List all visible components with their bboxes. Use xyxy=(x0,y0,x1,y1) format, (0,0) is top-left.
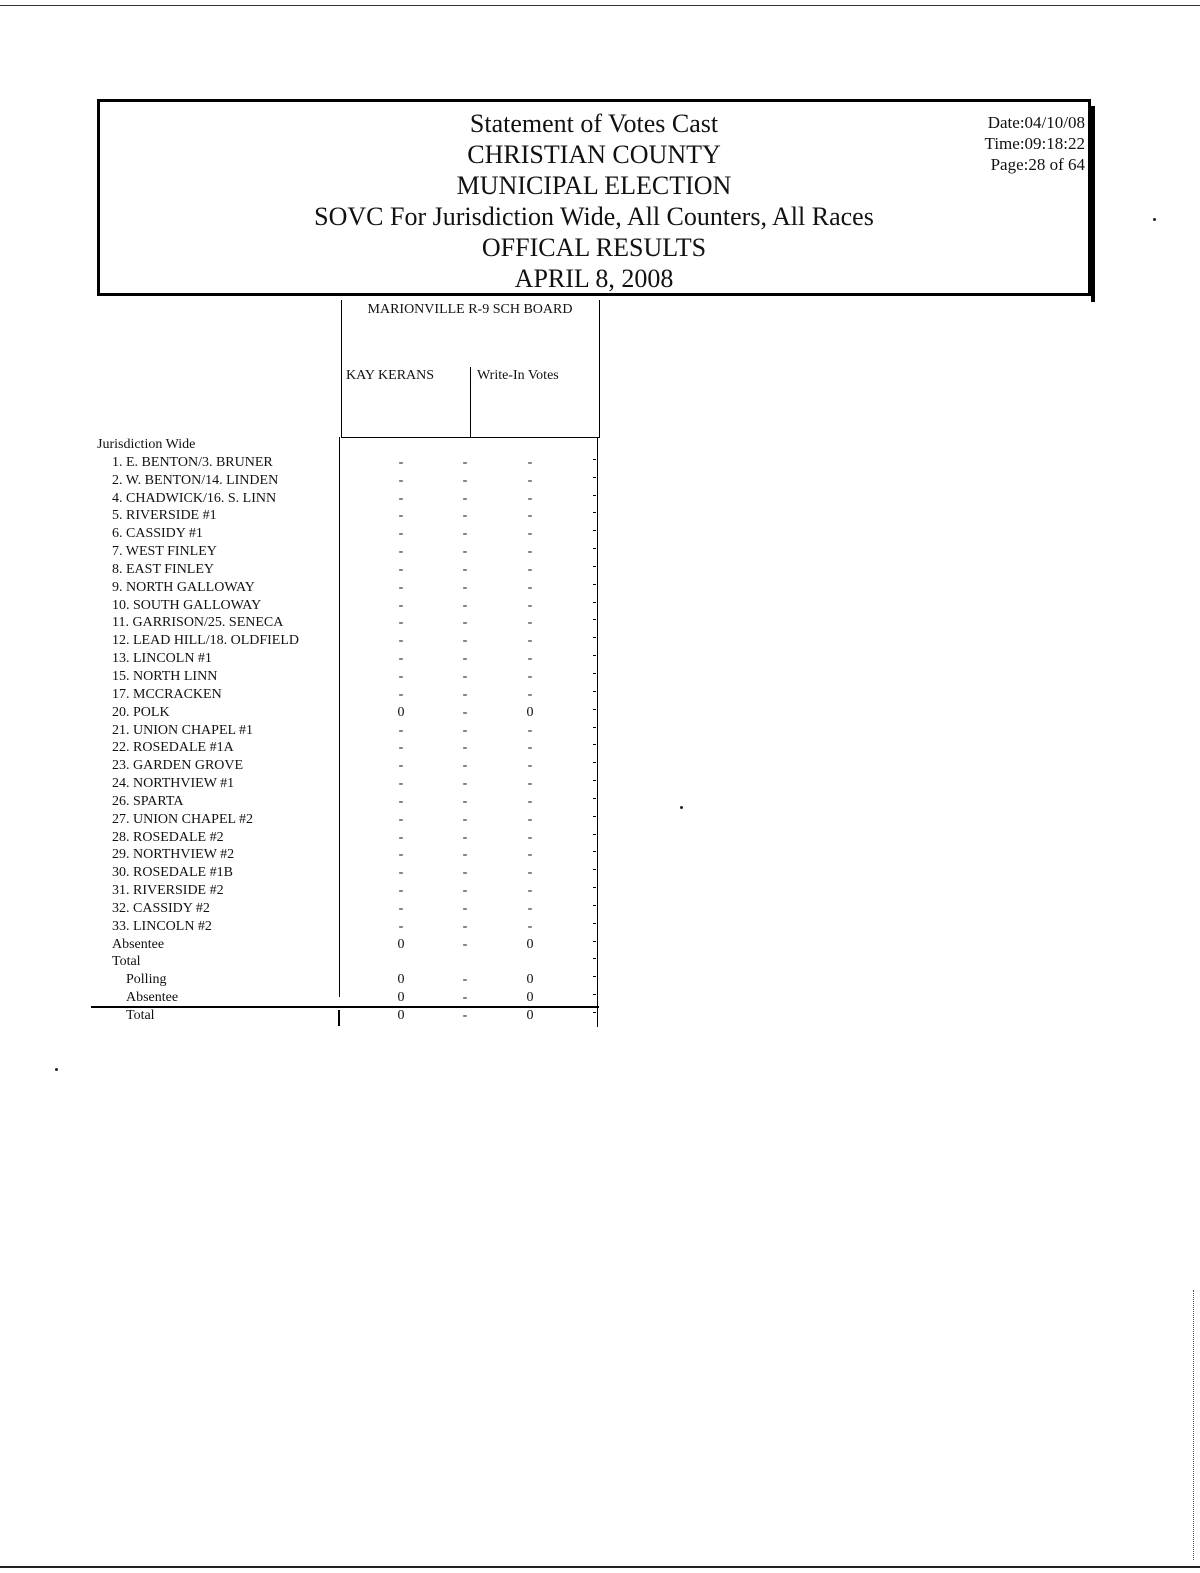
precinct-label: 2. W. BENTON/14. LINDEN xyxy=(112,472,279,488)
separator-dash: - xyxy=(462,900,468,916)
title-line: OFFICAL RESULTS xyxy=(481,233,707,262)
kay-kerans-votes: - xyxy=(398,900,404,916)
right-edge-tick xyxy=(593,548,596,549)
kay-kerans-votes: - xyxy=(398,776,404,792)
right-edge-tick xyxy=(593,530,596,531)
table-row xyxy=(97,829,597,847)
right-edge-tick xyxy=(593,655,596,656)
kay-kerans-votes: - xyxy=(398,579,404,595)
precinct-label: Jurisdiction Wide xyxy=(97,437,196,452)
title-line: APRIL 8, 2008 xyxy=(514,264,674,293)
right-edge-tick xyxy=(593,905,596,906)
candidate-name: KAY KERANS xyxy=(346,368,435,383)
scan-bottom-rule xyxy=(0,1566,1200,1568)
right-edge-tick xyxy=(593,976,596,977)
precinct-label: 20. POLK xyxy=(112,704,170,720)
write-in-votes: - xyxy=(527,544,533,560)
separator-dash: - xyxy=(462,704,468,720)
kay-kerans-votes: - xyxy=(398,829,404,845)
write-in-votes: 0 xyxy=(526,1008,534,1023)
kay-kerans-votes: - xyxy=(398,472,404,488)
separator-dash: - xyxy=(462,865,468,881)
separator-dash: - xyxy=(462,686,468,702)
precinct-label: 26. SPARTA xyxy=(112,793,184,809)
precinct-label: 1. E. BENTON/3. BRUNER xyxy=(112,454,273,470)
write-in-votes: 0 xyxy=(526,936,534,952)
separator-dash: - xyxy=(462,776,468,792)
precinct-label: Total xyxy=(126,1008,155,1023)
separator-dash: - xyxy=(462,811,468,827)
write-in-votes: - xyxy=(527,508,533,524)
kay-kerans-votes: - xyxy=(398,633,404,649)
table-row xyxy=(97,543,597,561)
data-column-right-rule xyxy=(597,437,598,1027)
table-row xyxy=(97,650,597,668)
write-in-votes: - xyxy=(527,597,533,613)
report-page: Page:28 of 64 xyxy=(990,155,1085,174)
kay-kerans-votes: - xyxy=(398,865,404,881)
table-row xyxy=(97,918,597,936)
right-edge-tick xyxy=(593,816,596,817)
table-row xyxy=(97,953,597,971)
right-edge-tick xyxy=(593,512,596,513)
precinct-label: Polling xyxy=(126,972,167,988)
write-in-votes: - xyxy=(527,686,533,702)
table-row xyxy=(97,900,597,918)
table-row xyxy=(97,579,597,597)
table-row xyxy=(97,775,597,793)
separator-dash: - xyxy=(462,454,468,470)
right-edge-tick xyxy=(593,851,596,852)
precinct-results-table xyxy=(97,436,597,1025)
title-line: CHRISTIAN COUNTY xyxy=(467,140,721,169)
separator-dash: - xyxy=(462,847,468,863)
table-row xyxy=(97,632,597,650)
right-edge-tick xyxy=(593,637,596,638)
precinct-label: 27. UNION CHAPEL #2 xyxy=(112,811,254,827)
right-edge-tick xyxy=(593,834,596,835)
table-row xyxy=(97,882,597,900)
kay-kerans-votes: - xyxy=(398,651,404,667)
separator-dash: - xyxy=(462,1008,468,1023)
table-row xyxy=(97,704,597,722)
table-row xyxy=(97,722,597,740)
report-date: Date:04/10/08 xyxy=(987,113,1085,132)
separator-dash: - xyxy=(462,990,468,1006)
precinct-label: 10. SOUTH GALLOWAY xyxy=(112,597,262,613)
precinct-label: Total xyxy=(112,954,141,970)
precinct-label: 11. GARRISON/25. SENECA xyxy=(112,615,284,631)
separator-dash: - xyxy=(462,758,468,774)
kay-kerans-votes: 0 xyxy=(397,990,405,1006)
scan-speck xyxy=(680,806,683,809)
precinct-label: 31. RIVERSIDE #2 xyxy=(112,883,224,899)
report-title-block xyxy=(100,108,1088,294)
separator-dash: - xyxy=(462,740,468,756)
right-edge-tick xyxy=(593,495,596,496)
kay-kerans-votes: - xyxy=(398,722,404,738)
write-in-votes: - xyxy=(527,490,533,506)
table-row xyxy=(97,846,597,864)
write-in-votes: 0 xyxy=(526,972,534,988)
right-edge-tick xyxy=(593,887,596,888)
write-in-votes: - xyxy=(527,651,533,667)
table-row xyxy=(97,757,597,775)
write-in-votes: - xyxy=(527,740,533,756)
separator-dash: - xyxy=(462,651,468,667)
write-in-votes: - xyxy=(527,472,533,488)
precinct-label: 30. ROSEDALE #1B xyxy=(112,865,233,881)
right-edge-tick xyxy=(593,602,596,603)
table-row xyxy=(97,668,597,686)
kay-kerans-votes: - xyxy=(398,597,404,613)
kay-kerans-votes: - xyxy=(398,561,404,577)
column-divider-left xyxy=(341,300,342,438)
write-in-votes: - xyxy=(527,633,533,649)
table-row xyxy=(97,686,597,704)
separator-dash: - xyxy=(462,793,468,809)
right-edge-tick xyxy=(593,762,596,763)
table-row xyxy=(97,936,597,954)
right-edge-tick xyxy=(593,709,596,710)
write-in-votes: - xyxy=(527,900,533,916)
table-row xyxy=(97,507,597,525)
write-in-votes: - xyxy=(527,758,533,774)
table-row xyxy=(97,525,597,543)
kay-kerans-votes: - xyxy=(398,454,404,470)
kay-kerans-votes: - xyxy=(398,811,404,827)
column-divider-right xyxy=(599,300,600,438)
scan-speck xyxy=(1153,218,1156,221)
kay-kerans-votes: - xyxy=(398,883,404,899)
table-row xyxy=(97,561,597,579)
table-row xyxy=(97,454,597,472)
kay-kerans-votes: - xyxy=(398,918,404,934)
write-in-votes: - xyxy=(527,793,533,809)
kay-kerans-votes: 0 xyxy=(397,1008,405,1023)
precinct-label: 12. LEAD HILL/18. OLDFIELD xyxy=(112,633,300,649)
precinct-label: 32. CASSIDY #2 xyxy=(112,900,210,916)
right-edge-tick xyxy=(593,691,596,692)
scan-top-rule xyxy=(0,5,1200,6)
write-in-votes: - xyxy=(527,865,533,881)
precinct-label: 22. ROSEDALE #1A xyxy=(112,740,234,756)
table-row xyxy=(97,864,597,882)
table-row xyxy=(97,436,597,454)
report-meta xyxy=(985,112,1085,175)
precinct-label: 13. LINCOLN #1 xyxy=(112,651,212,667)
right-edge-tick xyxy=(593,923,596,924)
report-time: Time:09:18:22 xyxy=(984,134,1085,153)
precinct-label: 8. EAST FINLEY xyxy=(112,561,215,577)
precinct-label: Absentee xyxy=(126,990,179,1006)
separator-dash: - xyxy=(462,633,468,649)
right-edge-tick xyxy=(593,941,596,942)
right-edge-tick xyxy=(593,798,596,799)
write-in-votes: - xyxy=(527,811,533,827)
right-edge-tick xyxy=(593,566,596,567)
kay-kerans-votes: - xyxy=(398,740,404,756)
kay-kerans-votes: - xyxy=(398,544,404,560)
right-edge-tick xyxy=(593,958,596,959)
precinct-label: Absentee xyxy=(112,936,165,952)
separator-dash: - xyxy=(462,472,468,488)
kay-kerans-votes: - xyxy=(398,615,404,631)
table-row xyxy=(97,472,597,490)
write-in-votes: - xyxy=(527,776,533,792)
table-row xyxy=(97,597,597,615)
precinct-label: 23. GARDEN GROVE xyxy=(112,758,244,774)
kay-kerans-votes: 0 xyxy=(397,704,405,720)
table-row xyxy=(97,989,597,1007)
right-edge-tick xyxy=(593,477,596,478)
scan-right-edge xyxy=(1193,1290,1194,1560)
write-in-votes: 0 xyxy=(526,704,534,720)
kay-kerans-votes: - xyxy=(398,686,404,702)
separator-dash: - xyxy=(462,561,468,577)
write-in-votes: - xyxy=(527,829,533,845)
right-edge-tick xyxy=(593,744,596,745)
write-in-votes: - xyxy=(527,561,533,577)
write-in-votes: - xyxy=(527,668,533,684)
separator-dash: - xyxy=(462,508,468,524)
separator-dash: - xyxy=(462,918,468,934)
right-edge-tick xyxy=(593,869,596,870)
write-in-votes: - xyxy=(527,847,533,863)
precinct-label: 28. ROSEDALE #2 xyxy=(112,829,224,845)
kay-kerans-votes: 0 xyxy=(397,972,405,988)
precinct-label: 7. WEST FINLEY xyxy=(112,544,217,560)
right-edge-tick xyxy=(593,584,596,585)
separator-dash: - xyxy=(462,544,468,560)
separator-dash: - xyxy=(462,936,468,952)
write-in-votes: - xyxy=(527,883,533,899)
right-edge-tick xyxy=(593,727,596,728)
candidate-divider xyxy=(470,367,471,438)
separator-dash: - xyxy=(462,490,468,506)
separator-dash: - xyxy=(462,668,468,684)
separator-dash: - xyxy=(462,579,468,595)
precinct-label: 5. RIVERSIDE #1 xyxy=(112,508,217,524)
precinct-label: 17. MCCRACKEN xyxy=(112,686,222,702)
precinct-label: 21. UNION CHAPEL #1 xyxy=(112,722,254,738)
separator-dash: - xyxy=(462,526,468,542)
right-edge-tick xyxy=(593,619,596,620)
precinct-label: 15. NORTH LINN xyxy=(112,668,218,684)
separator-dash: - xyxy=(462,615,468,631)
table-row xyxy=(97,490,597,508)
title-line: MUNICIPAL ELECTION xyxy=(456,171,732,200)
right-edge-tick xyxy=(593,780,596,781)
scan-speck xyxy=(55,1068,58,1071)
precinct-label: 33. LINCOLN #2 xyxy=(112,918,212,934)
kay-kerans-votes: - xyxy=(398,847,404,863)
separator-dash: - xyxy=(462,972,468,988)
kay-kerans-votes: - xyxy=(398,793,404,809)
title-line: Statement of Votes Cast xyxy=(469,109,719,138)
kay-kerans-votes: - xyxy=(398,668,404,684)
kay-kerans-votes: 0 xyxy=(397,936,405,952)
write-in-votes: - xyxy=(527,722,533,738)
right-edge-tick xyxy=(593,994,596,995)
table-row xyxy=(97,739,597,757)
write-in-votes: - xyxy=(527,526,533,542)
title-line: SOVC For Jurisdiction Wide, All Counters, All Races xyxy=(314,202,874,231)
right-edge-tick xyxy=(593,1012,596,1013)
separator-dash: - xyxy=(462,597,468,613)
separator-dash: - xyxy=(462,829,468,845)
precinct-label: 6. CASSIDY #1 xyxy=(112,526,203,542)
precinct-label: 24. NORTHVIEW #1 xyxy=(112,776,235,792)
kay-kerans-votes: - xyxy=(398,526,404,542)
kay-kerans-votes: - xyxy=(398,508,404,524)
table-row xyxy=(97,811,597,829)
precinct-label: 4. CHADWICK/16. S. LINN xyxy=(112,490,277,506)
separator-dash: - xyxy=(462,883,468,899)
race-title: MARIONVILLE R-9 SCH BOARD xyxy=(367,302,573,317)
table-row xyxy=(97,971,597,989)
write-in-votes: - xyxy=(527,454,533,470)
precinct-label: 29. NORTHVIEW #2 xyxy=(112,847,235,863)
table-row xyxy=(97,614,597,632)
write-in-votes: - xyxy=(527,615,533,631)
right-edge-tick xyxy=(593,673,596,674)
report-header-box xyxy=(97,99,1091,296)
candidate-name: Write-In Votes xyxy=(477,368,559,383)
right-edge-tick xyxy=(593,459,596,460)
precinct-label: 9. NORTH GALLOWAY xyxy=(112,579,255,595)
table-row xyxy=(97,1007,597,1025)
separator-dash: - xyxy=(462,722,468,738)
kay-kerans-votes: - xyxy=(398,758,404,774)
write-in-votes: - xyxy=(527,918,533,934)
table-row xyxy=(97,793,597,811)
write-in-votes: 0 xyxy=(526,990,534,1006)
header-box-shadow xyxy=(1091,106,1095,302)
write-in-votes: - xyxy=(527,579,533,595)
kay-kerans-votes: - xyxy=(398,490,404,506)
